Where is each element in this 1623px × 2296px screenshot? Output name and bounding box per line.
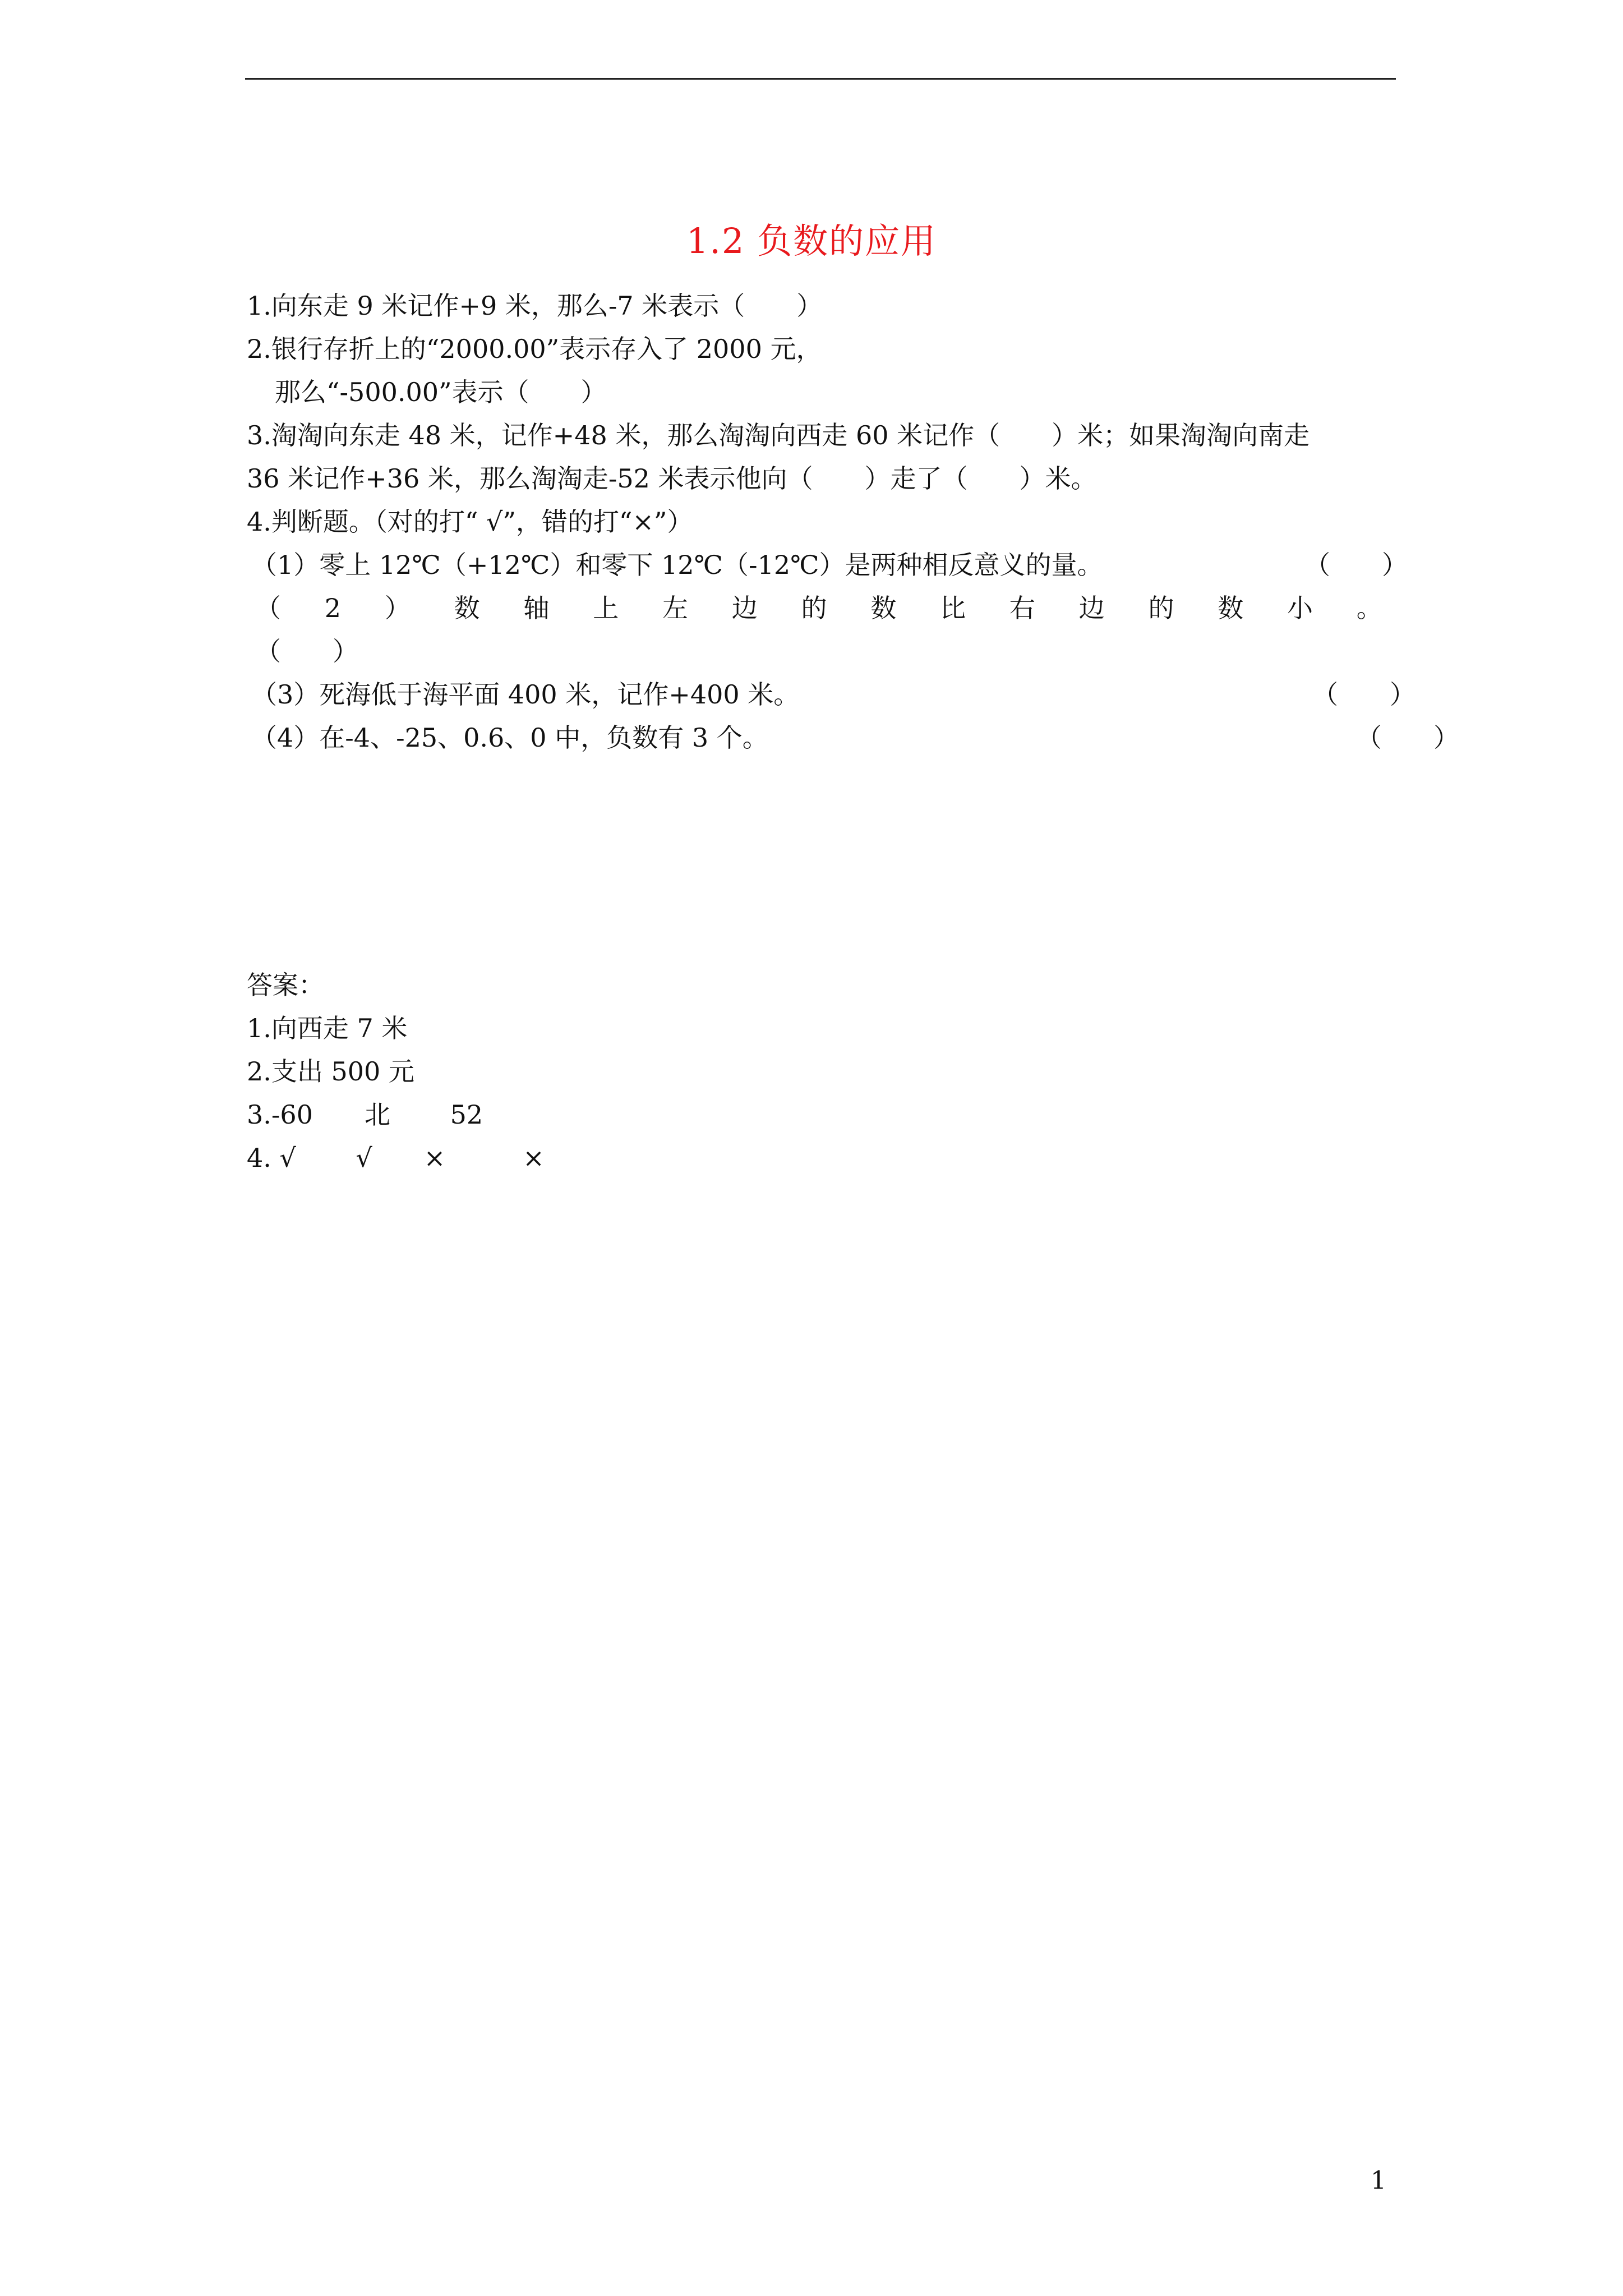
judge-item-2-char: 的 bbox=[801, 593, 827, 623]
judge-item-1: （1）零上 12℃（+12℃）和零下 12℃（-12℃）是两种相反意义的量。 bbox=[251, 550, 1103, 580]
page-title: 1.2 负数的应用 bbox=[686, 220, 937, 261]
judge-item-4-blank: （ ） bbox=[1356, 723, 1459, 753]
judge-item-2-char: 边 bbox=[731, 593, 758, 623]
question-4-heading: 4.判断题。（对的打“ √”，错的打“×”） bbox=[247, 507, 693, 537]
judge-item-1-blank: （ ） bbox=[1304, 550, 1408, 580]
judge-item-3: （3）死海低于海平面 400 米，记作+400 米。 bbox=[251, 679, 800, 710]
judge-item-2-char: 比 bbox=[940, 593, 966, 623]
judge-item-2-char: 上 bbox=[593, 593, 619, 623]
judge-item-2-char: 数 bbox=[870, 593, 897, 623]
header-rule bbox=[245, 78, 1396, 80]
judge-item-2-char: 边 bbox=[1078, 593, 1105, 623]
judge-item-2-char: 小 bbox=[1287, 593, 1313, 623]
question-2-line-1: 2.银行存折上的“2000.00”表示存入了 2000 元， bbox=[247, 334, 822, 364]
judge-item-2-char: 数 bbox=[1218, 593, 1244, 623]
answers-heading: 答案： bbox=[247, 970, 324, 1000]
answer-4: 4. √ √ × × bbox=[247, 1143, 545, 1173]
judge-item-2-blank: （ ） bbox=[255, 636, 358, 666]
judge-item-2-char: 右 bbox=[1009, 593, 1035, 623]
judge-item-2-char: ） bbox=[384, 593, 411, 623]
judge-item-2 bbox=[255, 591, 1382, 625]
answer-3: 3.-60 北 52 bbox=[247, 1099, 483, 1130]
judge-item-2-char: 左 bbox=[662, 593, 688, 623]
judge-item-3-blank: （ ） bbox=[1312, 679, 1415, 710]
judge-item-2-char: 2 bbox=[324, 593, 342, 623]
judge-item-2-char: 。 bbox=[1356, 593, 1382, 623]
question-3-line-1: 3.淘淘向东走 48 米，记作+48 米，那么淘淘向西走 60 米记作（ ）米；如果淘淘向南走 bbox=[247, 420, 1310, 450]
answer-1: 1.向西走 7 米 bbox=[247, 1013, 408, 1043]
question-2-line-2: 那么“-500.00”表示（ ） bbox=[275, 377, 607, 407]
question-1: 1.向东走 9 米记作+9 米，那么-7 米表示（ ） bbox=[247, 291, 823, 321]
answer-2: 2.支出 500 元 bbox=[247, 1056, 414, 1087]
question-3-line-2: 36 米记作+36 米，那么淘淘走-52 米表示他向（ ）走了（ ）米。 bbox=[247, 463, 1097, 494]
judge-item-2-char: （ bbox=[255, 593, 281, 623]
judge-item-2-char: 轴 bbox=[523, 593, 550, 623]
judge-item-4: （4）在-4、-25、0.6、0 中，负数有 3 个。 bbox=[251, 723, 768, 753]
judge-item-2-char: 数 bbox=[454, 593, 480, 623]
judge-item-2-char: 的 bbox=[1148, 593, 1174, 623]
page-number: 1 bbox=[1371, 2166, 1386, 2195]
